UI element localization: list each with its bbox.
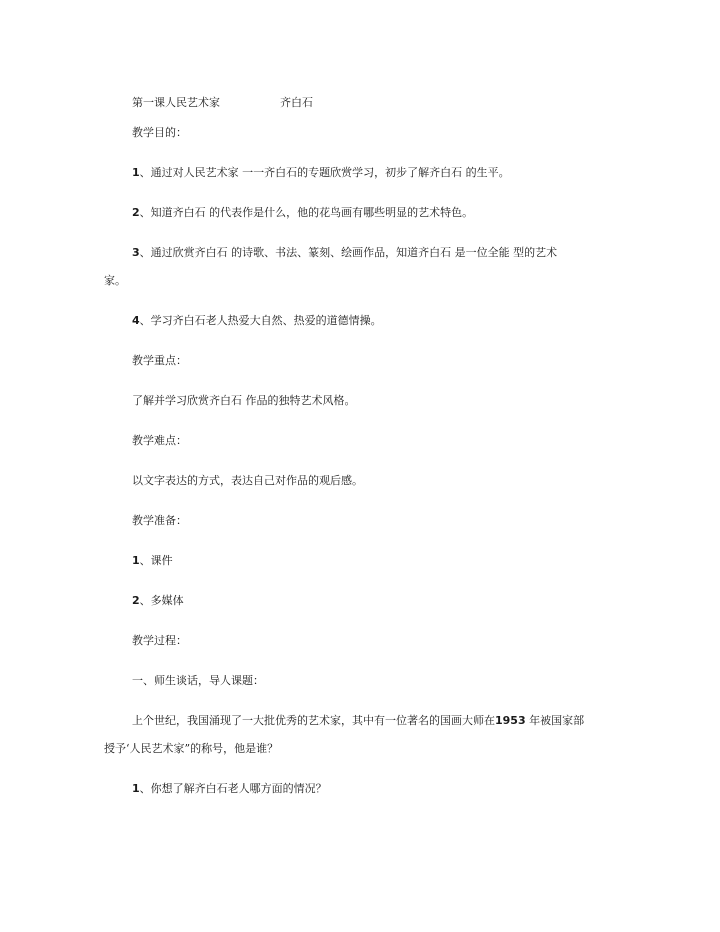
preparation-number: 1	[132, 554, 140, 567]
paragraph-text: 上个世纪，我国涌现了一大批优秀的艺术家，其中有一位著名的国画大师在	[132, 714, 495, 727]
goal-item-3	[132, 247, 557, 258]
question-number: 1	[132, 782, 140, 795]
preparation-text: 、课件	[139, 554, 173, 567]
goal-item-2	[132, 207, 473, 218]
lesson-title-name: 齐白石	[280, 96, 313, 109]
paragraph-text: 年被国家部	[525, 714, 585, 727]
goal-number: 1	[132, 166, 140, 179]
goal-text: 、知道齐白石 的代表作是什么，他的花鸟画有哪些明显的艺术特色。	[139, 206, 474, 219]
lesson-title	[132, 97, 313, 108]
question-text: 、你想了解齐白石老人哪方面的情况？	[139, 782, 327, 795]
goal-text: 、通过欣赏齐白石 的诗歌、书法、篆刻、绘画作品，知道齐白石 是一位全能 型的艺术	[139, 246, 558, 259]
paragraph-year: 1953	[495, 714, 526, 727]
goal-item-3-continuation: 家。	[104, 274, 126, 287]
lesson-title-main: 第一课人民艺术家	[132, 96, 220, 109]
goal-number: 4	[132, 314, 140, 327]
process-paragraph-line-2: 授予‘人民艺术家”的称号，他是谁？	[104, 742, 279, 755]
difficulties-text: 以文字表达的方式，表达自己对作品的观后感。	[132, 474, 363, 487]
goal-item-1	[132, 167, 510, 178]
process-question-1	[132, 783, 327, 794]
preparation-item-2	[132, 595, 184, 606]
process-step-1: 一、师生谈话，导人课题：	[132, 674, 264, 687]
goal-item-4	[132, 315, 382, 326]
goal-number: 3	[132, 246, 140, 259]
difficulties-heading: 教学难点：	[132, 434, 187, 447]
preparation-heading: 教学准备：	[132, 514, 187, 527]
preparation-text: 、多媒体	[139, 594, 184, 607]
process-heading: 教学过程：	[132, 634, 187, 647]
preparation-item-1	[132, 555, 173, 566]
goal-text: 、学习齐白石老人热爱大自然、热爱的道德情操。	[139, 314, 382, 327]
key-points-heading: 教学重点：	[132, 354, 187, 367]
key-points-text: 了解并学习欣赏齐白石 作品的独特艺术风格。	[132, 394, 356, 407]
process-paragraph-line-1	[132, 715, 584, 726]
goal-number: 2	[132, 206, 140, 219]
goal-text: 、通过对人民艺术家 一一齐白石的专题欣赏学习，初步了解齐白石 的生平。	[139, 166, 510, 179]
goals-heading: 教学目的：	[132, 126, 187, 139]
preparation-number: 2	[132, 594, 140, 607]
